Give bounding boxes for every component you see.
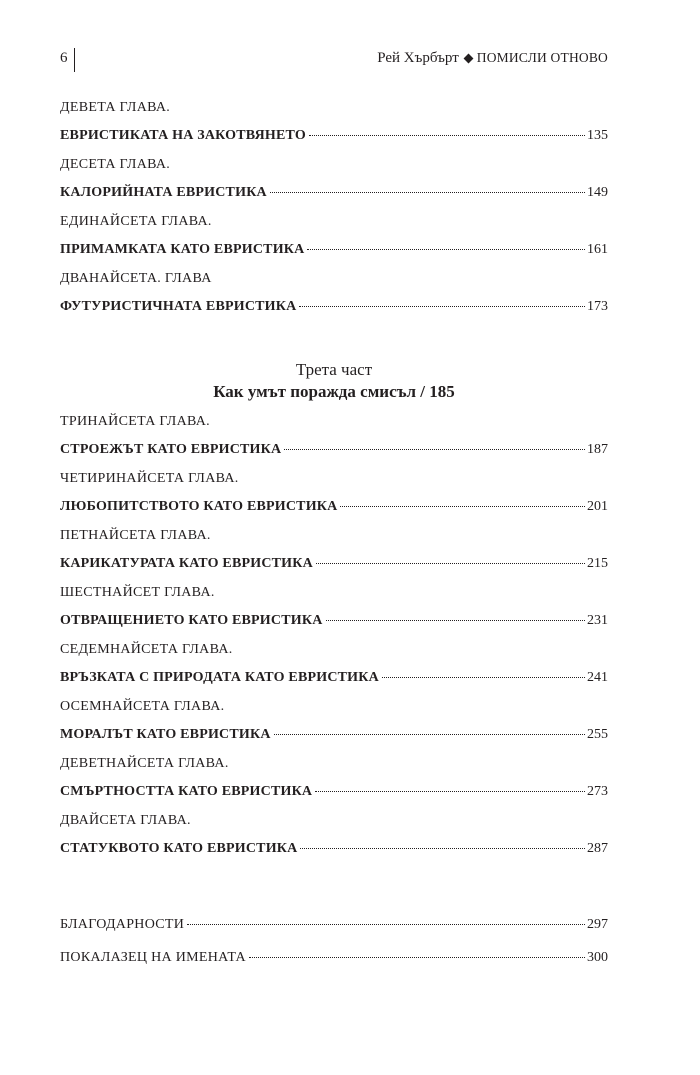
dot-leader: [307, 249, 585, 250]
chapter-label: ДЕСЕТА ГЛАВА.: [60, 157, 171, 172]
backmatter-page: 300: [587, 950, 608, 965]
backmatter-page: 297: [587, 917, 608, 932]
dot-leader: [187, 924, 585, 925]
dot-leader: [284, 449, 585, 450]
toc-entry[interactable]: [60, 414, 608, 470]
chapter-title: ЕВРИСТИКАТА НА ЗАКОТВЯНЕТО: [60, 128, 306, 143]
chapter-label: ДВАЙСЕТА ГЛАВА.: [60, 813, 191, 828]
chapter-page: 135: [587, 128, 608, 143]
chapter-title: ОТВРАЩЕНИЕТО КАТО ЕВРИСТИКА: [60, 613, 323, 628]
chapter-label: ДВАНАЙСЕТА. ГЛАВА: [60, 271, 212, 286]
running-head: [377, 50, 608, 67]
chapter-label: ДЕВЕТА ГЛАВА.: [60, 100, 171, 115]
chapter-page: 255: [587, 727, 608, 742]
dot-leader: [382, 677, 585, 678]
chapter-page: 161: [587, 242, 608, 257]
dot-leader: [315, 791, 585, 792]
toc-entry[interactable]: [60, 756, 608, 812]
chapter-page: 149: [587, 185, 608, 200]
chapter-label: ЕДИНАЙСЕТА ГЛАВА.: [60, 214, 212, 229]
chapter-title: МОРАЛЪТ КАТО ЕВРИСТИКА: [60, 727, 271, 742]
dot-leader: [300, 848, 585, 849]
chapter-page: 287: [587, 841, 608, 856]
dot-leader: [340, 506, 585, 507]
dot-leader: [299, 306, 585, 307]
chapter-label: СЕДЕМНАЙСЕТА ГЛАВА.: [60, 642, 233, 657]
toc-entry-name-index[interactable]: [60, 950, 608, 972]
chapter-label: ОСЕМНАЙСЕТА ГЛАВА.: [60, 699, 225, 714]
toc-entry[interactable]: [60, 100, 608, 156]
dot-leader: [309, 135, 585, 136]
running-head-author: Рей Хърбърт: [377, 50, 459, 66]
toc-entry[interactable]: [60, 271, 608, 327]
chapter-title: КАРИКАТУРАТА КАТО ЕВРИСТИКА: [60, 556, 313, 571]
dot-leader: [249, 957, 585, 958]
toc-entry[interactable]: [60, 585, 608, 641]
toc-entry[interactable]: [60, 528, 608, 584]
running-head-title: ПОМИСЛИ ОТНОВО: [476, 50, 608, 65]
page-header: [60, 50, 608, 72]
part-heading: [60, 360, 608, 406]
chapter-label: ДЕВЕТНАЙСЕТА ГЛАВА.: [60, 756, 229, 771]
part-title: Как умът поражда смисъл / 185: [213, 382, 455, 401]
chapter-title: СТРОЕЖЪТ КАТО ЕВРИСТИКА: [60, 442, 282, 457]
chapter-label: ШЕСТНАЙСЕТ ГЛАВА.: [60, 585, 215, 600]
dot-leader: [274, 734, 585, 735]
header-divider: [74, 48, 75, 72]
toc-entry-acknowledgements[interactable]: [60, 917, 608, 939]
page-number: 6: [60, 50, 68, 66]
dot-leader: [326, 620, 586, 621]
chapter-title: ВРЪЗКАТА С ПРИРОДАТА КАТО ЕВРИСТИКА: [60, 670, 379, 685]
diamond-icon: [463, 53, 473, 63]
toc-entry[interactable]: [60, 214, 608, 270]
chapter-page: 187: [587, 442, 608, 457]
chapter-title: ФУТУРИСТИЧНАТА ЕВРИСТИКА: [60, 299, 297, 314]
chapter-page: 241: [587, 670, 608, 685]
toc-entry[interactable]: [60, 642, 608, 698]
chapter-label: ТРИНАЙСЕТА ГЛАВА.: [60, 414, 210, 429]
toc-entry[interactable]: [60, 471, 608, 527]
backmatter-title: ПОКАЛАЗЕЦ НА ИМЕНАТА: [60, 950, 246, 965]
toc-entry[interactable]: [60, 699, 608, 755]
toc-entry[interactable]: [60, 157, 608, 213]
backmatter-title: БЛАГОДАРНОСТИ: [60, 917, 185, 932]
chapter-title: СМЪРТНОСТТА КАТО ЕВРИСТИКА: [60, 784, 313, 799]
dot-leader: [316, 563, 585, 564]
chapter-page: 201: [587, 499, 608, 514]
toc-entry[interactable]: [60, 813, 608, 869]
chapter-label: ЧЕТИРИНАЙСЕТА ГЛАВА.: [60, 471, 239, 486]
part-label: Трета част: [295, 360, 373, 379]
chapter-page: 273: [587, 784, 608, 799]
chapter-title: КАЛОРИЙНАТА ЕВРИСТИКА: [60, 185, 267, 200]
chapter-title: СТАТУКВОТО КАТО ЕВРИСТИКА: [60, 841, 298, 856]
chapter-page: 173: [587, 299, 608, 314]
chapter-label: ПЕТНАЙСЕТА ГЛАВА.: [60, 528, 211, 543]
chapter-title: ПРИМАМКАТА КАТО ЕВРИСТИКА: [60, 242, 305, 257]
dot-leader: [270, 192, 585, 193]
chapter-title: ЛЮБОПИТСТВОТО КАТО ЕВРИСТИКА: [60, 499, 338, 514]
chapter-page: 215: [587, 556, 608, 571]
chapter-page: 231: [587, 613, 608, 628]
